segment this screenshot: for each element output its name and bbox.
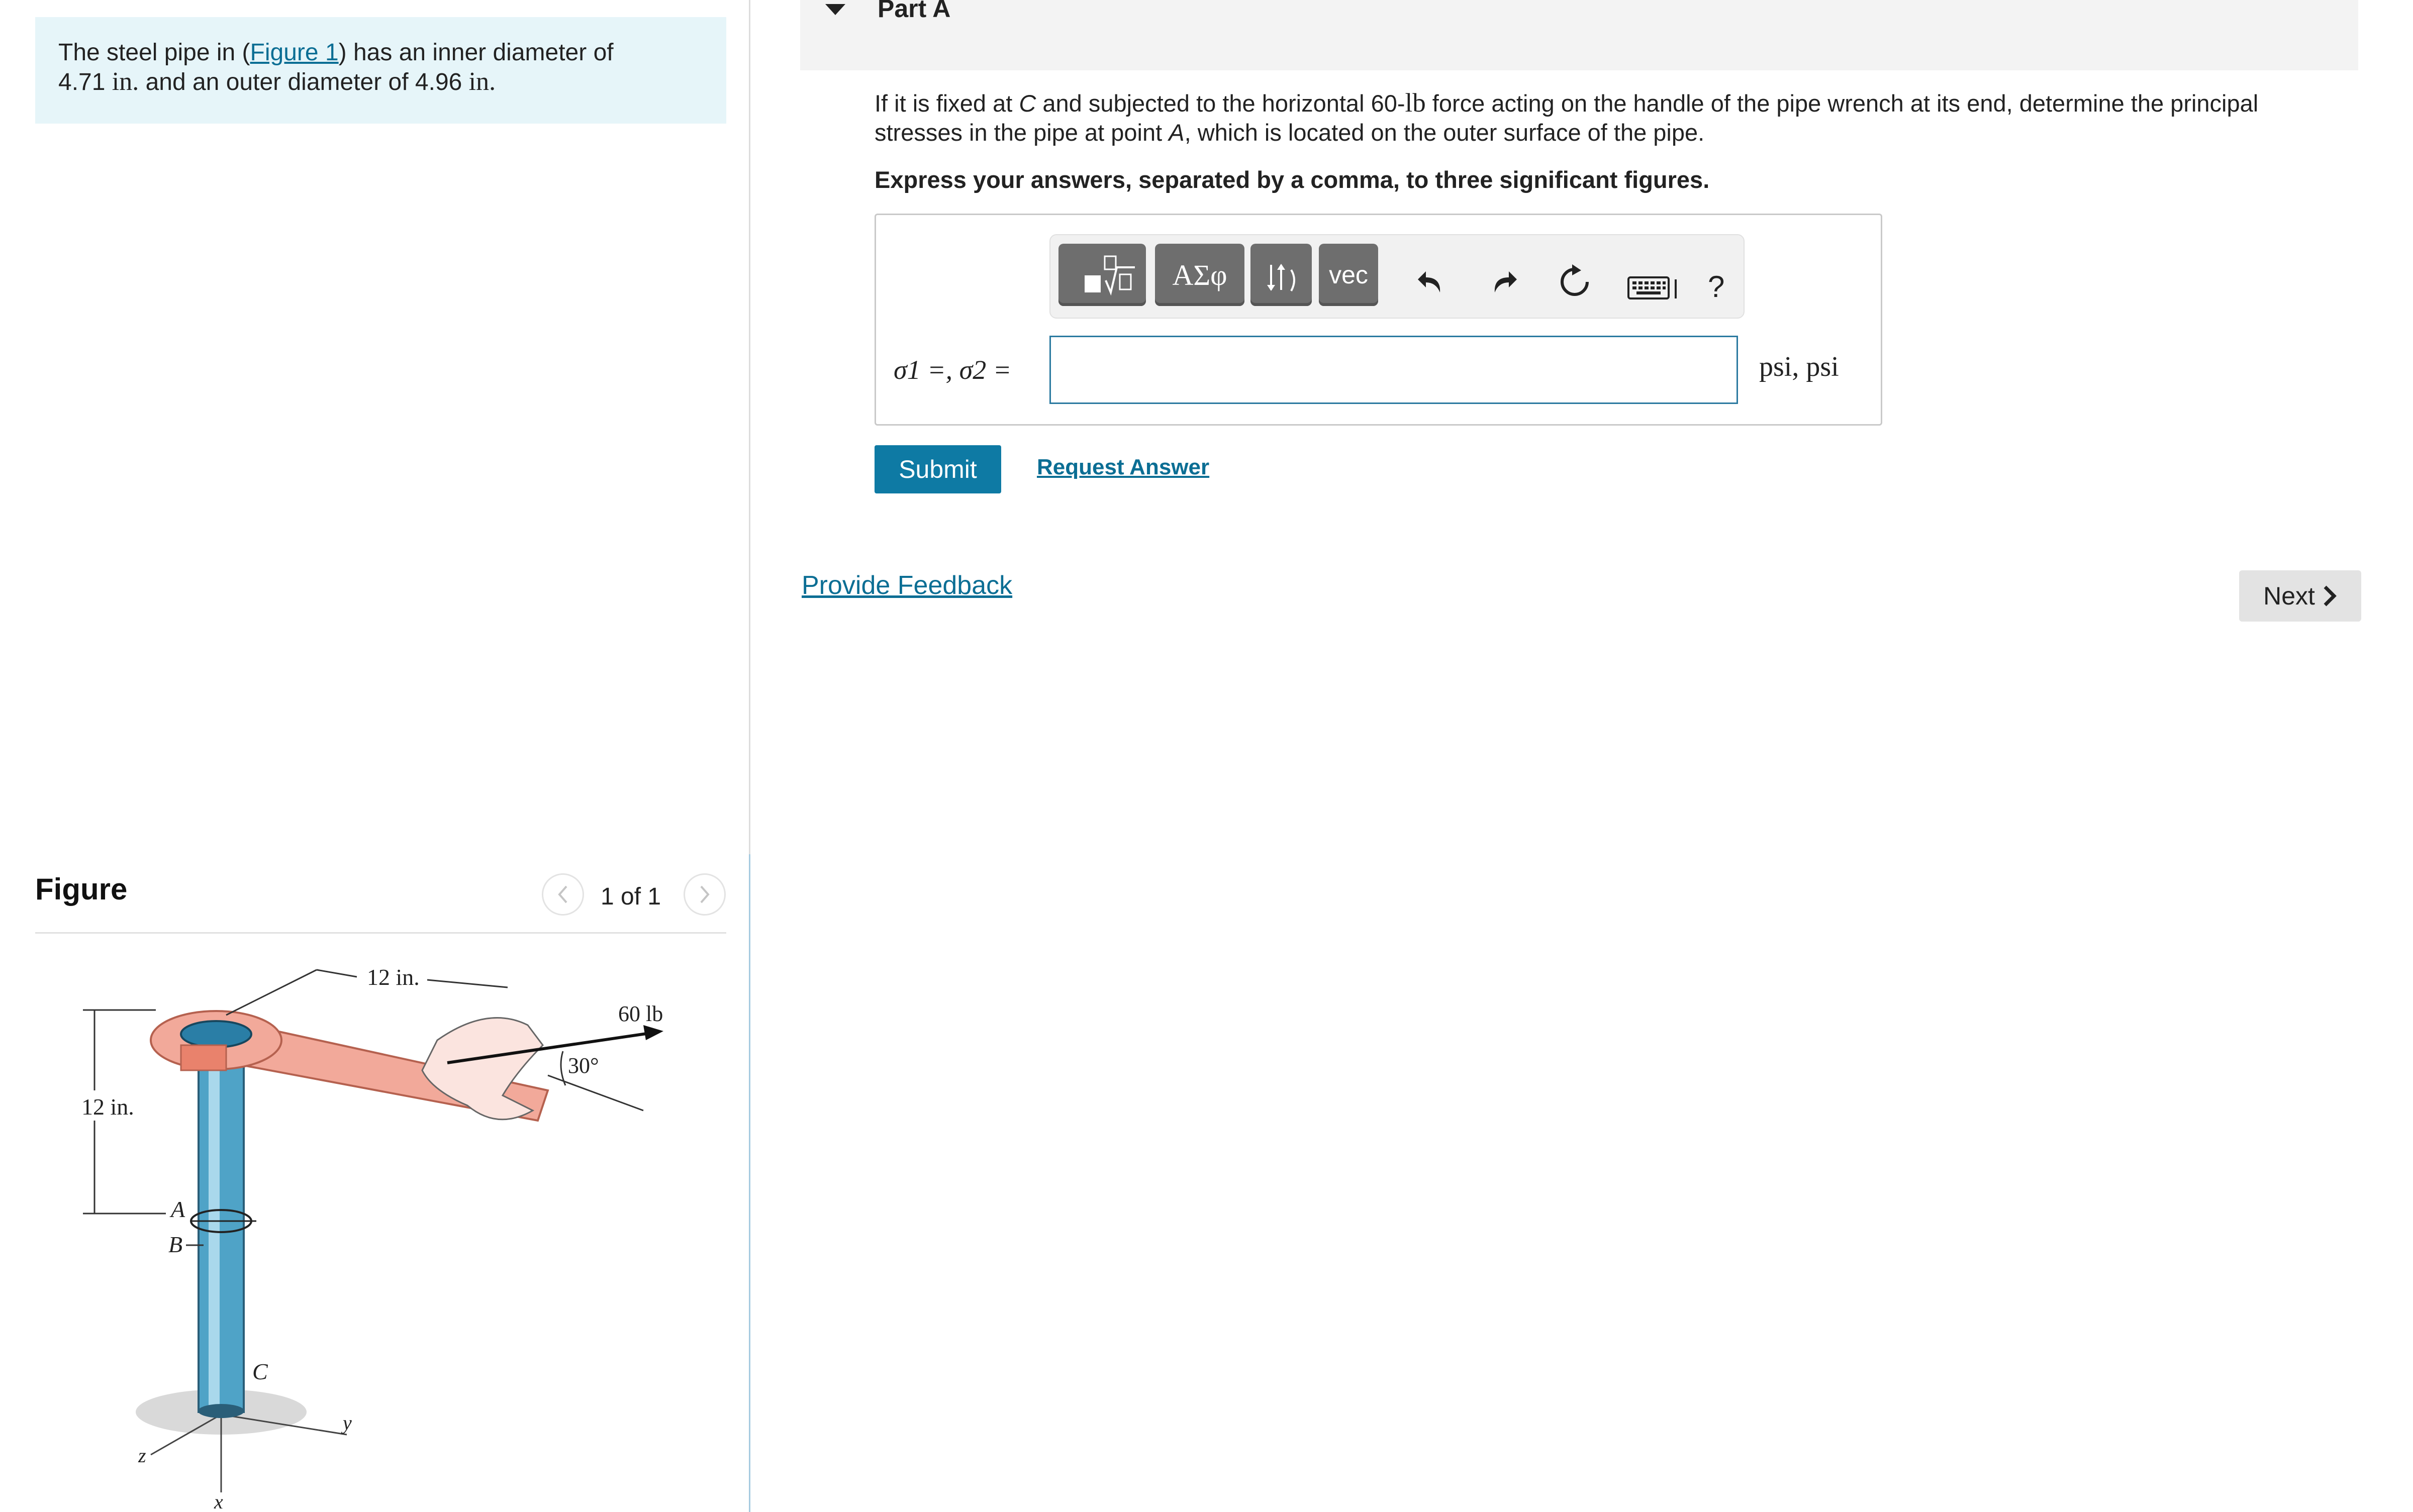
outer-diameter-unit: in. xyxy=(468,67,496,96)
next-figure-button[interactable] xyxy=(684,873,726,916)
pipe-top xyxy=(181,1021,251,1047)
top-dim-line-left xyxy=(226,970,317,1015)
collapse-caret-icon[interactable] xyxy=(824,2,846,17)
question-force-unit: lb xyxy=(1405,88,1426,118)
redo-icon[interactable] xyxy=(1488,266,1520,298)
vector-button[interactable] xyxy=(1319,244,1378,306)
axis-x-label: x xyxy=(214,1490,223,1512)
part-title: Part A xyxy=(878,0,951,23)
question-text-3: force acting on the handle of the pipe wrench at its end, determine the principal stresses in the pipe at point xyxy=(875,90,2259,146)
previous-figure-button[interactable] xyxy=(542,873,584,916)
arrows-template-icon xyxy=(1256,255,1306,295)
figure-divider xyxy=(35,932,726,934)
answer-variables-label: σ1 =, σ2 = xyxy=(894,355,1012,385)
top-dim-line-mid xyxy=(317,970,357,977)
figure-1-link[interactable]: Figure 1 xyxy=(250,39,339,66)
figure-title: Figure xyxy=(35,872,128,906)
reference-line xyxy=(548,1075,643,1111)
reset-icon[interactable] xyxy=(1557,264,1592,299)
chevron-left-icon xyxy=(555,884,570,904)
answer-instruction: Express your answers, separated by a comma, to three significant figures. xyxy=(875,166,1710,193)
intro-text-outer: and an outer diameter of 4.96 xyxy=(145,69,462,95)
left-dimension-label: 12 in. xyxy=(81,1094,134,1120)
question-text-1: If it is fixed at xyxy=(875,90,1019,117)
intro-text-start: The steel pipe in ( xyxy=(58,39,250,66)
arrows-template-button[interactable] xyxy=(1250,244,1312,306)
axis-z-label: z xyxy=(138,1444,146,1467)
question-point-a: A xyxy=(1169,119,1185,146)
submit-button[interactable]: Submit xyxy=(875,445,1001,493)
point-c-label: C xyxy=(252,1359,268,1384)
keyboard-icon[interactable] xyxy=(1627,275,1683,300)
angle-label: 30° xyxy=(568,1053,599,1078)
figure-pager-count: 1 of 1 xyxy=(601,883,661,910)
pipe-wrench-figure xyxy=(35,940,726,1512)
force-arrowhead xyxy=(643,1025,663,1040)
part-a-header[interactable] xyxy=(800,0,2358,70)
answer-units: psi, psi xyxy=(1759,351,1839,382)
next-button-label: Next xyxy=(2263,582,2315,610)
point-a-label: A xyxy=(171,1196,185,1222)
next-button[interactable] xyxy=(2239,570,2361,622)
request-answer-link[interactable]: Request Answer xyxy=(1037,455,1210,479)
chevron-right-icon xyxy=(697,884,712,904)
axis-y-label: y xyxy=(343,1412,352,1434)
greek-symbols-label: ΑΣφ xyxy=(1172,258,1227,291)
force-label: 60 lb xyxy=(618,1001,663,1026)
greek-symbols-button[interactable] xyxy=(1155,244,1244,306)
problem-intro xyxy=(35,17,726,124)
wrench-jaw xyxy=(181,1045,226,1070)
point-b-label: B xyxy=(168,1232,183,1257)
intro-text-inner: ) has an inner diameter of xyxy=(338,39,614,66)
inner-diameter-unit: in. xyxy=(112,67,139,96)
provide-feedback-link[interactable]: Provide Feedback xyxy=(802,571,1013,600)
answer-input[interactable] xyxy=(1049,336,1738,404)
question-text xyxy=(875,88,2317,147)
question-text-4: , which is located on the outer surface of the pipe. xyxy=(1184,119,1705,146)
panel-divider-accent xyxy=(749,854,750,1512)
vector-label: vec xyxy=(1329,261,1368,289)
undo-icon[interactable] xyxy=(1415,266,1447,298)
question-point-c: C xyxy=(1019,90,1036,117)
help-button[interactable]: ? xyxy=(1708,270,1725,304)
top-dim-line-right xyxy=(427,980,508,987)
question-text-2: and subjected to the horizontal 60- xyxy=(1036,90,1405,117)
pipe-base xyxy=(198,1404,244,1418)
inner-diameter-value: 4.71 xyxy=(58,69,106,95)
fraction-root-template-icon xyxy=(1065,252,1140,297)
templates-button[interactable] xyxy=(1058,244,1146,306)
top-dimension-label: 12 in. xyxy=(367,964,420,990)
chevron-right-icon xyxy=(2322,585,2337,607)
